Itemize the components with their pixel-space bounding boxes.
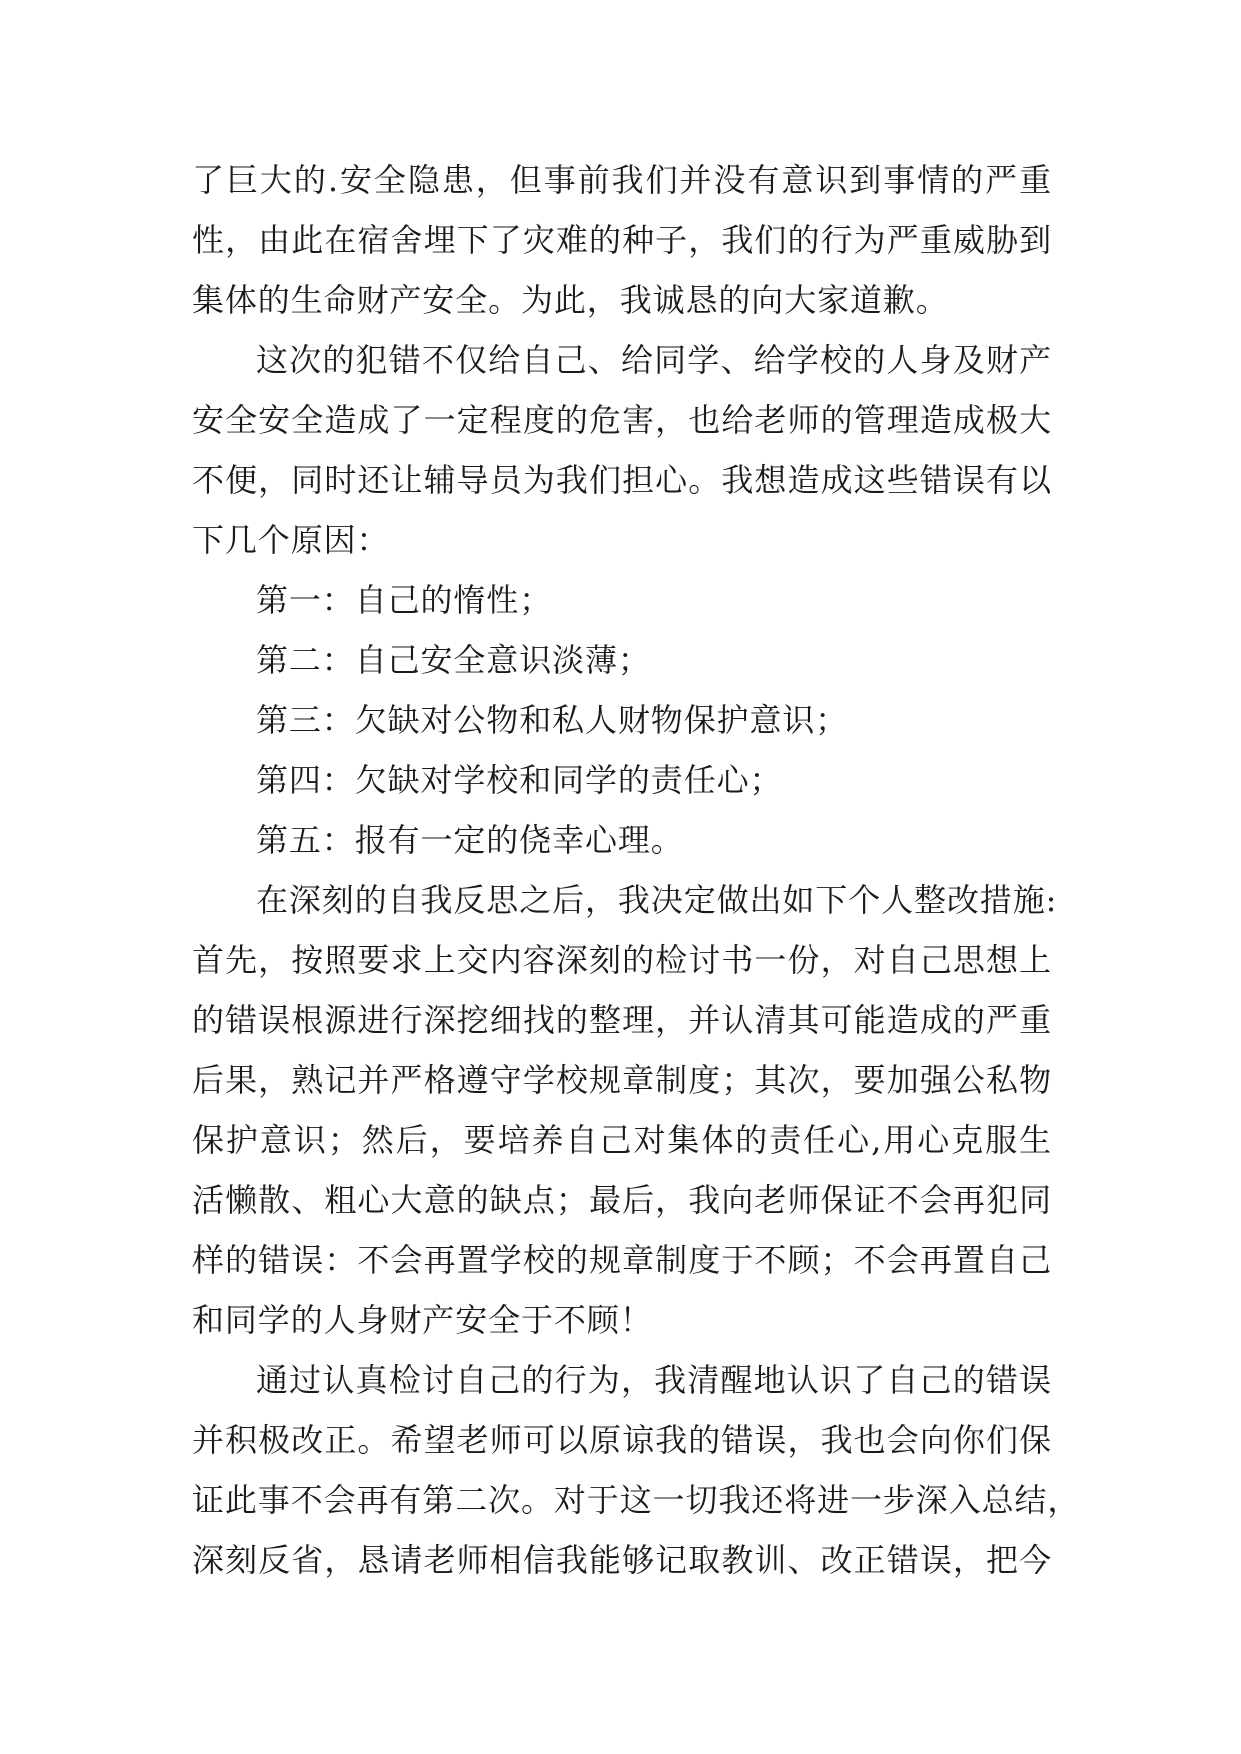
text-line: 安全安全造成了一定程度的危害，也给老师的管理造成极大 — [192, 401, 1052, 439]
text-line: 第一：自己的惰性； — [256, 581, 553, 619]
paragraph — [192, 870, 1058, 1350]
text-line: 活懒散、粗心大意的缺点；最后，我向老师保证不会再犯同 — [192, 1181, 1052, 1219]
text-line: 集体的生命财产安全。为此，我诚恳的向大家道歉。 — [192, 281, 949, 319]
text-line: 下几个原因： — [192, 521, 390, 559]
text-line: 第二：自己安全意识淡薄； — [256, 641, 651, 679]
text-line: 在深刻的自我反思之后，我决定做出如下个人整改措施: — [256, 881, 1058, 919]
list-item — [192, 630, 1052, 690]
text-line: 样的错误：不会再置学校的规章制度于不顾；不会再置自己 — [192, 1241, 1052, 1279]
text-line: 第五：报有一定的侥幸心理。 — [256, 821, 684, 859]
list-item — [192, 570, 1052, 630]
text-line: 第四：欠缺对学校和同学的责任心； — [256, 761, 783, 799]
text-line: 深刻反省，恳请老师相信我能够记取教训、改正错误，把今 — [192, 1541, 1052, 1579]
list-item — [192, 690, 1052, 750]
paragraph — [192, 150, 1052, 330]
paragraph — [192, 330, 1052, 570]
text-line: 性，由此在宿舍埋下了灾难的种子，我们的行为严重威胁到 — [192, 221, 1052, 259]
text-line: 证此事不会再有第二次。对于这一切我还将进一步深入总结， — [192, 1481, 1081, 1519]
text-line: 了巨大的.安全隐患，但事前我们并没有意识到事情的严重 — [192, 161, 1052, 199]
text-line: 通过认真检讨自己的行为，我清醒地认识了自己的错误 — [256, 1361, 1052, 1399]
text-line: 保护意识；然后，要培养自己对集体的责任心,用心克服生 — [192, 1121, 1052, 1159]
paragraph — [192, 1350, 1081, 1590]
list-item — [192, 810, 1052, 870]
list-item — [192, 750, 1052, 810]
document-page — [192, 150, 1081, 1590]
text-line: 后果，熟记并严格遵守学校规章制度；其次，要加强公私物 — [192, 1061, 1052, 1099]
text-line: 第三：欠缺对公物和私人财物保护意识； — [256, 701, 849, 739]
text-line: 不便，同时还让辅导员为我们担心。我想造成这些错误有以 — [192, 461, 1052, 499]
text-line: 的错误根源进行深挖细找的整理，并认清其可能造成的严重 — [192, 1001, 1052, 1039]
text-line: 和同学的人身财产安全于不顾！ — [192, 1301, 653, 1339]
text-line: 首先，按照要求上交内容深刻的检讨书一份，对自己思想上 — [192, 941, 1052, 979]
text-line: 这次的犯错不仅给自己、给同学、给学校的人身及财产 — [256, 341, 1052, 379]
text-line: 并积极改正。希望老师可以原谅我的错误，我也会向你们保 — [192, 1421, 1052, 1459]
